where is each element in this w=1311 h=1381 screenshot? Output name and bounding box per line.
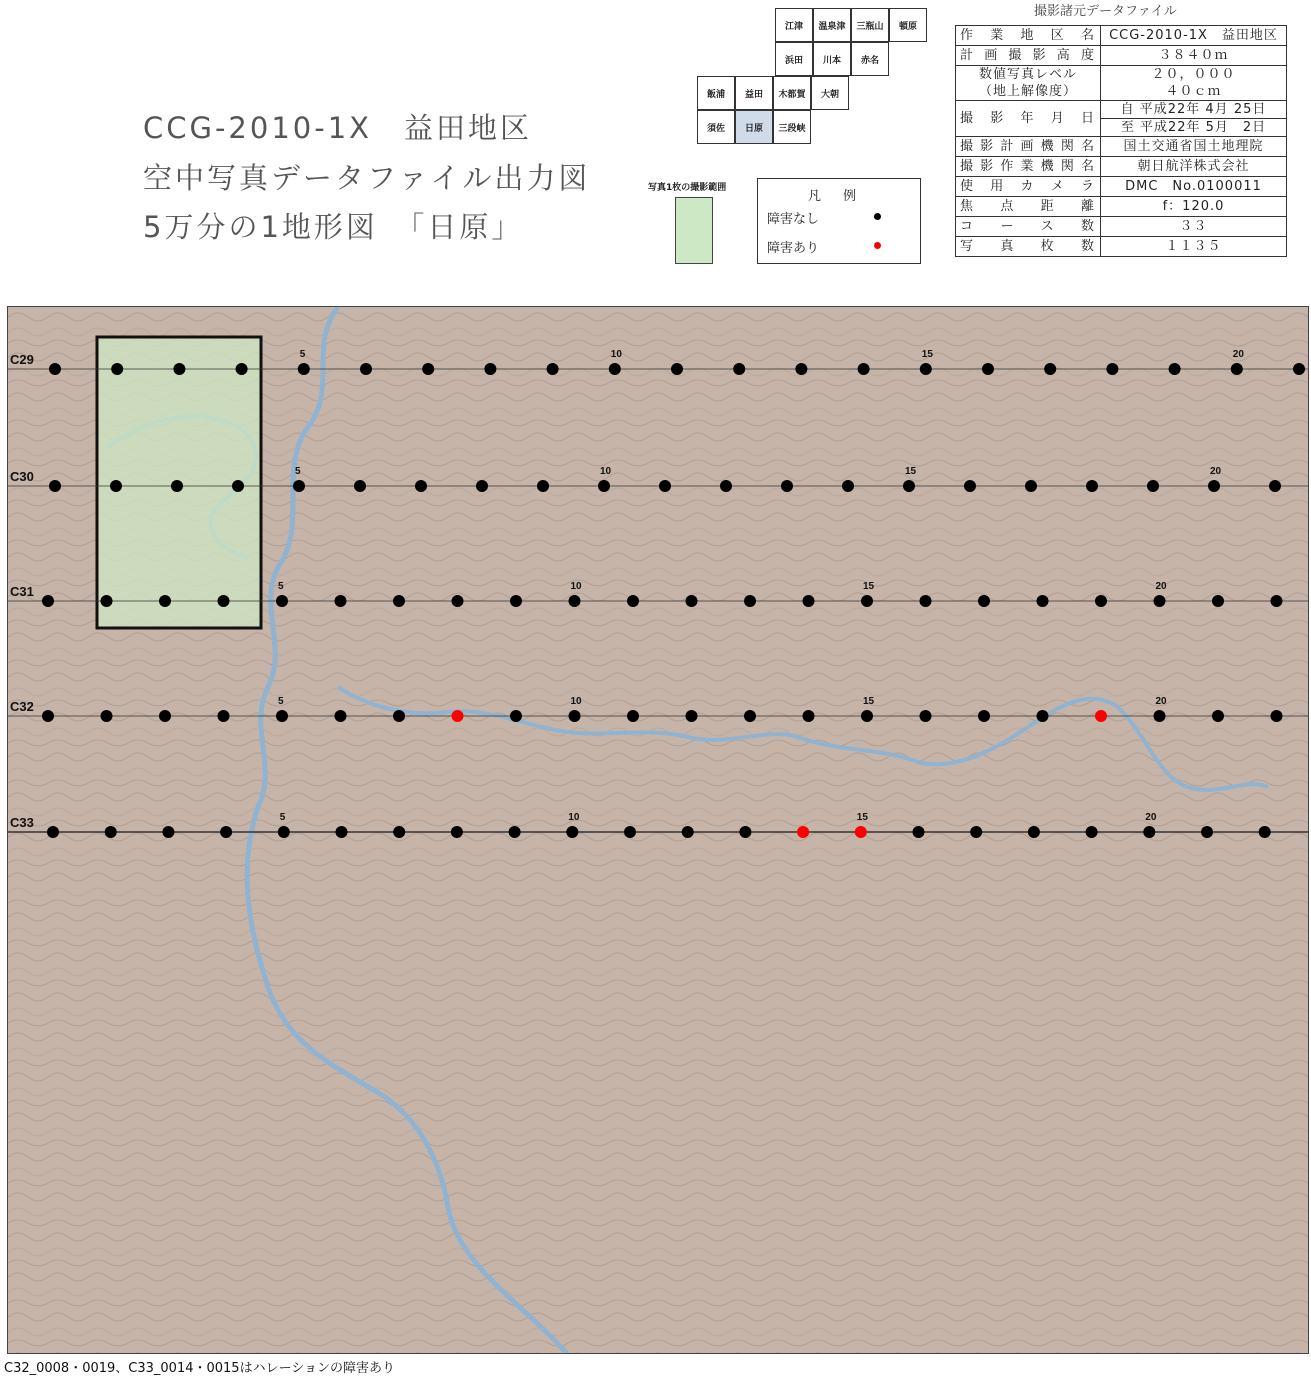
- photo-point-c30-15: [903, 480, 915, 492]
- spec-value: ３８４０ｍ: [1101, 46, 1287, 66]
- photo-point-c32-2: [101, 710, 113, 722]
- index-cell-2-2: 木都賀: [773, 76, 811, 110]
- photo-point-c33-9: [509, 826, 521, 838]
- photo-point-c31-16: [920, 595, 932, 607]
- photo-number-label: 20: [1155, 581, 1167, 592]
- course-label: C30: [10, 469, 34, 484]
- spec-table: [955, 25, 1287, 257]
- course-label: C31: [10, 584, 34, 599]
- photo-point-c32-22: [1271, 710, 1283, 722]
- photo-point-c32-13: [744, 710, 756, 722]
- photo-point-c33-20: [1143, 826, 1155, 838]
- photo-point-c32-14: [803, 710, 815, 722]
- photo-point-c33-22: [1259, 826, 1271, 838]
- spec-label: 写真枚数: [956, 237, 1101, 257]
- legend-black-dot-icon: [874, 213, 881, 220]
- photo-point-c29-7: [422, 363, 434, 375]
- photo-point-c31-8: [452, 595, 464, 607]
- photo-point-c29-5: [298, 363, 310, 375]
- spec-value: [1101, 101, 1287, 137]
- photo-point-c30-18: [1086, 480, 1098, 492]
- photo-point-c31-14: [803, 595, 815, 607]
- index-cell-2-1: 益田: [735, 76, 773, 110]
- photo-point-c32-9: [510, 710, 522, 722]
- spec-row: [956, 237, 1287, 257]
- photo-point-c33-6: [336, 826, 348, 838]
- topographic-map: [7, 306, 1309, 1354]
- index-cell-3-0: 須佐: [697, 110, 735, 144]
- photo-point-c31-12: [686, 595, 698, 607]
- photo-point-c29-20: [1231, 363, 1243, 375]
- photo-number-label: 5: [295, 466, 301, 477]
- photo-number-label: 5: [278, 581, 284, 592]
- photo-point-c29-9: [547, 363, 559, 375]
- photo-point-c31-7: [393, 595, 405, 607]
- photo-number-label: 15: [921, 349, 933, 360]
- photo-point-c30-9: [537, 480, 549, 492]
- photo-number-label: 15: [863, 581, 875, 592]
- photo-point-c29-1: [49, 363, 61, 375]
- photo-point-c30-14: [842, 480, 854, 492]
- photo-point-c33-18: [1028, 826, 1040, 838]
- photo-number-label: 5: [279, 812, 286, 823]
- photo-point-c29-21: [1293, 363, 1305, 375]
- photo-point-c29-15: [920, 363, 932, 375]
- photo-point-c32-12: [686, 710, 698, 722]
- spec-label: 焦点距離: [956, 197, 1101, 217]
- spec-label: 計画撮影高度: [956, 46, 1101, 66]
- photo-point-c33-19: [1086, 826, 1098, 838]
- spec-row: [956, 197, 1287, 217]
- photo-point-c32-21: [1212, 710, 1224, 722]
- photo-point-c32-3: [159, 710, 171, 722]
- spec-label-line2: （地上解像度）: [978, 84, 1077, 99]
- photo-point-c29-19: [1169, 363, 1181, 375]
- spec-value: 朝日航洋株式会社: [1101, 157, 1287, 177]
- photo-point-c30-5: [293, 480, 305, 492]
- photo-point-c32-4: [218, 710, 230, 722]
- photo-point-c33-17: [970, 826, 982, 838]
- index-cell-1-1: 川本: [813, 42, 851, 76]
- photo-point-c29-8: [484, 363, 496, 375]
- photo-point-c32-10: [569, 710, 581, 722]
- photo-number-label: 10: [610, 349, 622, 360]
- spec-label: 撮影作業機関名: [956, 157, 1101, 177]
- photo-point-c31-3: [159, 595, 171, 607]
- photo-point-c29-13: [795, 363, 807, 375]
- photo-point-c29-17: [1044, 363, 1056, 375]
- spec-value: CCG-2010-1X 益田地区: [1101, 26, 1287, 46]
- photo-point-c30-12: [720, 480, 732, 492]
- photo-point-c32-17: [978, 710, 990, 722]
- photo-point-c33-10: [566, 826, 578, 838]
- photo-number-label: 20: [1232, 349, 1244, 360]
- photo-point-c33-1: [47, 826, 59, 838]
- map-title-line2: 空中写真データファイル出力図: [143, 161, 591, 195]
- spec-row: [956, 26, 1287, 46]
- course-label: C33: [10, 815, 34, 830]
- photo-point-c30-21: [1269, 480, 1281, 492]
- photo-point-c31-5: [276, 595, 288, 607]
- photo-point-c32-5: [276, 710, 288, 722]
- index-cell-2-3: 大朝: [811, 76, 849, 110]
- photo-point-c32-16: [920, 710, 932, 722]
- photo-point-c30-17: [1025, 480, 1037, 492]
- photo-point-c32-18: [1037, 710, 1049, 722]
- photo-point-c33-8: [451, 826, 463, 838]
- photo-point-c32-15: [861, 710, 873, 722]
- photo-point-c31-6: [335, 595, 347, 607]
- legend-title: 凡例: [808, 189, 879, 204]
- index-cell-2-0: 飯浦: [697, 76, 735, 110]
- coverage-swatch: [675, 197, 713, 264]
- photo-point-c29-14: [858, 363, 870, 375]
- photo-point-c30-10: [598, 480, 610, 492]
- photo-point-c33-21: [1201, 826, 1213, 838]
- photo-point-c31-15: [861, 595, 873, 607]
- spec-label: [956, 66, 1101, 101]
- index-cell-0-0: 江津: [775, 8, 813, 42]
- photo-point-c31-4: [218, 595, 230, 607]
- photo-point-c29-6: [360, 363, 372, 375]
- photo-point-c32-1: [42, 710, 54, 722]
- photo-number-label: 10: [570, 581, 582, 592]
- photo-point-c29-3: [173, 363, 185, 375]
- legend-no-obstacle-label: 障害なし: [767, 212, 820, 227]
- photo-point-c29-10: [609, 363, 621, 375]
- index-cell-3-2: 三段峡: [773, 110, 811, 144]
- photo-point-c33-5: [278, 826, 290, 838]
- spec-value: [1101, 66, 1287, 101]
- photo-point-c30-4: [232, 480, 244, 492]
- photo-point-c29-18: [1106, 363, 1118, 375]
- photo-point-c31-9: [510, 595, 522, 607]
- photo-point-c31-20: [1154, 595, 1166, 607]
- legend: [757, 178, 921, 264]
- index-cell-1-2: 赤名: [851, 42, 889, 76]
- photo-number-label: 15: [905, 466, 917, 477]
- spec-value: １１３５: [1101, 237, 1287, 257]
- photo-point-c29-2: [111, 363, 123, 375]
- photo-number-label: 5: [299, 349, 306, 360]
- photo-point-c30-11: [659, 480, 671, 492]
- photo-point-c33-2: [105, 826, 117, 838]
- photo-point-c33-7: [393, 826, 405, 838]
- photo-point-c30-6: [354, 480, 366, 492]
- footnote: C32_0008・0019、C33_0014・0015はハレーションの障害あり: [4, 1361, 396, 1376]
- photo-point-c30-2: [110, 480, 122, 492]
- photo-point-c33-4: [220, 826, 232, 838]
- index-cell-0-2: 三瓶山: [851, 8, 889, 42]
- photo-point-c31-18: [1037, 595, 1049, 607]
- photo-number-label: 15: [856, 812, 868, 823]
- spec-label: 使用カメラ: [956, 177, 1101, 197]
- photo-point-c31-21: [1212, 595, 1224, 607]
- photo-point-c31-22: [1271, 595, 1283, 607]
- photo-number-label: 10: [568, 812, 580, 823]
- photo-point-obstacle-c32-8: [452, 710, 464, 722]
- photo-point-c33-3: [162, 826, 174, 838]
- photo-point-c31-13: [744, 595, 756, 607]
- spec-value-line1: 自 平成22年 4月 25日: [1120, 102, 1267, 117]
- photo-number-label: 10: [570, 696, 582, 707]
- photo-point-c30-16: [964, 480, 976, 492]
- photo-point-c32-11: [627, 710, 639, 722]
- photo-point-obstacle-c33-15: [855, 826, 867, 838]
- photo-point-c32-6: [335, 710, 347, 722]
- photo-point-c29-16: [982, 363, 994, 375]
- spec-value: DMC No.0100011: [1101, 177, 1287, 197]
- map-title-line3: 5万分の1地形図 「日原」: [143, 210, 524, 244]
- photo-point-obstacle-c33-14: [797, 826, 809, 838]
- spec-row: [956, 217, 1287, 237]
- photo-point-c30-13: [781, 480, 793, 492]
- photo-point-c31-19: [1095, 595, 1107, 607]
- spec-value: f：120.0: [1101, 197, 1287, 217]
- photo-point-c29-4: [236, 363, 248, 375]
- spec-row: [956, 177, 1287, 197]
- spec-value: ３３: [1101, 217, 1287, 237]
- photo-point-c30-3: [171, 480, 183, 492]
- photo-number-label: 5: [278, 696, 284, 707]
- photo-point-c33-16: [913, 826, 925, 838]
- photo-point-c31-2: [101, 595, 113, 607]
- photo-point-c32-20: [1154, 710, 1166, 722]
- spec-value-line2: 至 平成22年 5月 2日: [1120, 120, 1267, 135]
- spec-row: [956, 157, 1287, 177]
- photo-point-c31-17: [978, 595, 990, 607]
- spec-row: [956, 66, 1287, 101]
- map-title-line1: CCG-2010-1X 益田地区: [143, 111, 533, 145]
- index-cell-0-3: 頓原: [889, 8, 927, 42]
- photo-point-c30-20: [1208, 480, 1220, 492]
- spec-row: [956, 137, 1287, 157]
- photo-point-c31-11: [627, 595, 639, 607]
- spec-label: 作業地区名: [956, 26, 1101, 46]
- index-cell-0-1: 温泉津: [813, 8, 851, 42]
- spec-value: 国土交通省国土地理院: [1101, 137, 1287, 157]
- photo-number-label: 10: [600, 466, 612, 477]
- flight-plan-map: [8, 307, 1309, 1354]
- photo-number-label: 15: [863, 696, 875, 707]
- photo-point-c30-1: [49, 480, 61, 492]
- spec-label: 撮影年月日: [956, 101, 1101, 137]
- photo-point-c32-7: [393, 710, 405, 722]
- photo-point-c30-7: [415, 480, 427, 492]
- legend-obstacle-label: 障害あり: [767, 241, 820, 256]
- photo-point-c30-19: [1147, 480, 1159, 492]
- photo-number-label: 20: [1145, 812, 1157, 823]
- photo-point-c33-11: [624, 826, 636, 838]
- photo-point-obstacle-c32-19: [1095, 710, 1107, 722]
- index-cell-1-0: 浜田: [775, 42, 813, 76]
- photo-point-c29-12: [733, 363, 745, 375]
- photo-number-label: 20: [1210, 466, 1222, 477]
- photo-point-c33-12: [682, 826, 694, 838]
- spec-value-line2: ４０ｃｍ: [1165, 84, 1222, 99]
- photo-number-label: 20: [1155, 696, 1167, 707]
- spec-row: [956, 101, 1287, 137]
- spec-title: 撮影諸元データファイル: [1034, 4, 1177, 19]
- index-cell-3-1: 日原: [735, 110, 773, 144]
- course-label: C29: [10, 352, 34, 367]
- spec-label-line1: 数値写真レベル: [978, 67, 1077, 82]
- photo-point-c31-1: [42, 595, 54, 607]
- photo-point-c33-13: [739, 826, 751, 838]
- photo-point-c31-10: [569, 595, 581, 607]
- photo-point-c29-11: [671, 363, 683, 375]
- legend-red-dot-icon: [874, 242, 881, 249]
- photo-point-c30-8: [476, 480, 488, 492]
- coverage-label: 写真1枚の撮影範囲: [648, 183, 727, 193]
- course-label: C32: [10, 699, 34, 714]
- spec-label: コース数: [956, 217, 1101, 237]
- spec-row: [956, 46, 1287, 66]
- spec-value-line1: ２０，０００: [1151, 67, 1236, 82]
- spec-label: 撮影計画機関名: [956, 137, 1101, 157]
